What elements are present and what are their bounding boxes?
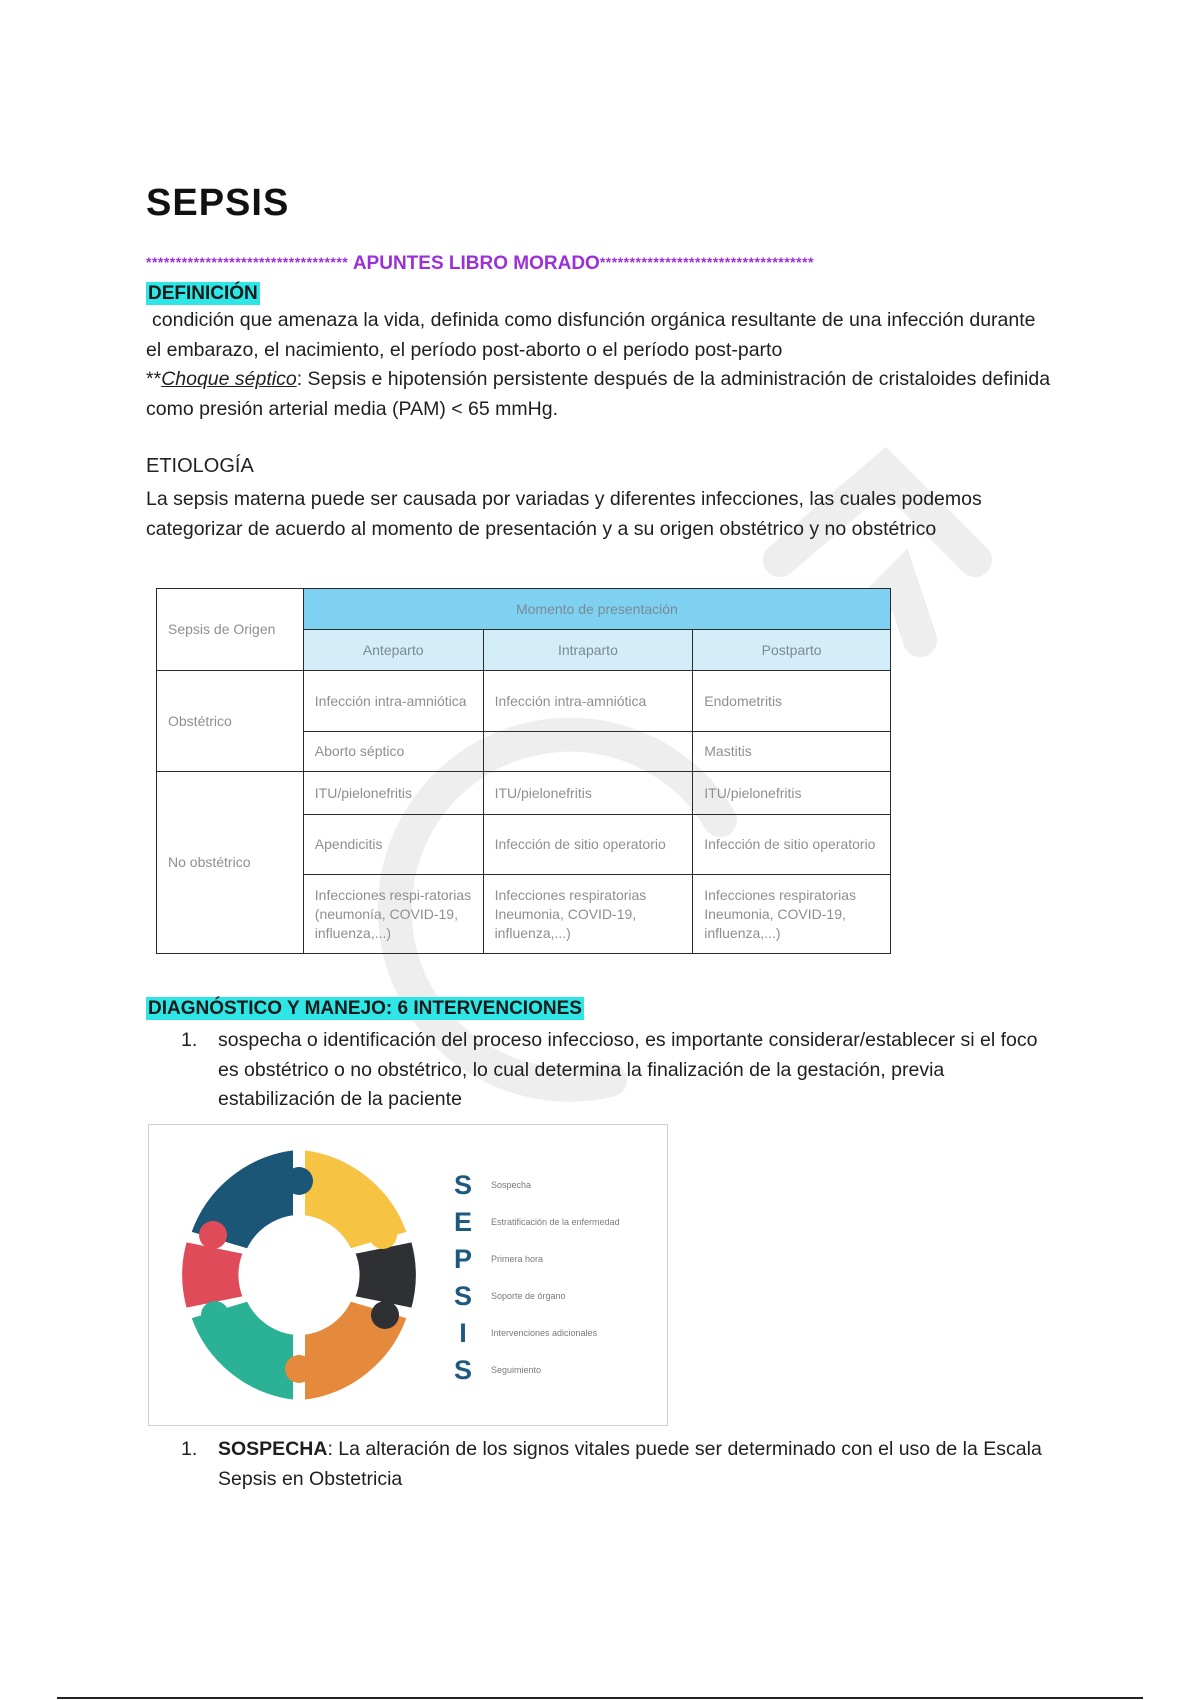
sospecha-text: : La alteración de los signos vitales puede ser determinado con el uso de la Escala Sepsis en Obstetricia	[218, 1438, 1042, 1490]
table-cell: ITU/pielonefritis	[693, 772, 891, 815]
etiologia-text: La sepsis materna puede ser causada por variadas y diferentes infecciones, las cuales podemos categorizar de acuerdo al momento de presentación y a su origen obstétrico y no obstétrico	[146, 488, 982, 540]
acronym-letter: S	[453, 1280, 472, 1311]
etiologia-table	[156, 588, 891, 954]
table-header-origin: Sepsis de Origen	[157, 589, 304, 671]
diagnostico-heading-wrap	[146, 997, 584, 1022]
page-title: SEPSIS	[146, 182, 290, 224]
apuntes-stars-right: ************************************	[599, 254, 814, 270]
table-row	[157, 772, 891, 815]
puzzle-piece-red	[180, 1240, 245, 1310]
choque-term: Choque séptico	[161, 368, 297, 390]
table-col-intraparto: Intraparto	[483, 630, 693, 671]
apuntes-banner	[146, 250, 1046, 276]
acronym-row-s1	[449, 1167, 531, 1203]
list-number: 1.	[181, 1029, 198, 1051]
table-row-no-obstetrico: No obstétrico	[157, 772, 304, 954]
acronym-text: Intervenciones adicionales	[491, 1328, 598, 1338]
acronym-letter: S	[453, 1169, 472, 1200]
definicion-paragraph	[146, 306, 1051, 424]
list-item	[181, 1026, 1061, 1115]
definicion-heading-wrap	[146, 282, 260, 307]
table-cell: Mastitis	[693, 732, 891, 772]
acronym-row-i	[449, 1315, 597, 1351]
acronym-letter: P	[453, 1243, 472, 1274]
puzzle-tab-teal	[201, 1301, 229, 1329]
sepsis-acronym-figure	[148, 1124, 668, 1426]
choque-text: : Sepsis e hipotensión persistente después de la administración de cristaloides definida como presión arterial media (PAM) < 65 mmHg.	[146, 368, 1051, 420]
puzzle-tab-yellow	[369, 1221, 397, 1249]
table-cell: Infecciones respiratorias Ineumonia, COVID-19, influenza,...)	[483, 875, 693, 954]
table-row-obstetrico: Obstétrico	[157, 671, 304, 772]
apuntes-stars-left: **********************************	[146, 254, 349, 270]
acronym-text: Sospecha	[491, 1180, 532, 1190]
footer-rule	[57, 1697, 1143, 1699]
acronym-row-s2	[449, 1278, 566, 1314]
acronym-text: Soporte de órgano	[491, 1291, 566, 1301]
table-cell: Infección de sitio operatorio	[693, 815, 891, 875]
puzzle-tab-blue	[285, 1167, 313, 1195]
table-cell: Apendicitis	[303, 815, 483, 875]
acronym-letter: E	[453, 1206, 472, 1237]
acronym-row-e	[449, 1204, 620, 1240]
puzzle-piece-dark	[353, 1240, 418, 1310]
table-cell: Endometritis	[693, 671, 891, 732]
list-item-text: sospecha o identificación del proceso infeccioso, es importante considerar/establecer si el foco es obstétrico o no obstétrico, lo cual determina la finalización de la gestación, previa estabilización de la paciente	[218, 1029, 1038, 1110]
apuntes-text: APUNTES LIBRO MORADO	[348, 253, 600, 274]
table-cell: Infecciones respi-ratorias (neumonía, COVID-19, influenza,...)	[303, 875, 483, 954]
table-cell: Infección intra-amniótica	[483, 671, 693, 732]
puzzle-tab-dark	[371, 1301, 399, 1329]
table-cell: Infecciones respiratorias Ineumonia, COVID-19, influenza,...)	[693, 875, 891, 954]
etiologia-heading: ETIOLOGÍA	[146, 455, 254, 477]
puzzle-tab-orange	[285, 1355, 313, 1383]
table-header-moment: Momento de presentación	[303, 589, 890, 630]
list-item-text	[218, 1435, 1061, 1494]
table-cell: ITU/pielonefritis	[303, 772, 483, 815]
table-cell	[483, 732, 693, 772]
table-row	[157, 671, 891, 732]
table-cell: Aborto séptico	[303, 732, 483, 772]
table-cell: ITU/pielonefritis	[483, 772, 693, 815]
definicion-text: condición que amenaza la vida, definida como disfunción orgánica resultante de una infección durante el embarazo, el nacimiento, el período post-aborto o el período post-parto	[146, 309, 1036, 361]
puzzle-ring-icon	[149, 1125, 449, 1425]
acronym-row-p	[449, 1241, 543, 1277]
definicion-heading: DEFINICIÓN	[148, 283, 258, 304]
acronym-text: Estratificación de la enfermedad	[491, 1217, 620, 1227]
table-col-anteparto: Anteparto	[303, 630, 483, 671]
list-number: 1.	[181, 1438, 198, 1460]
acronym-text: Seguimiento	[491, 1365, 542, 1375]
list-item-sospecha	[181, 1435, 1061, 1494]
acronym-letter: S	[453, 1354, 472, 1385]
acronym-letter: I	[459, 1317, 467, 1348]
diagnostico-heading: DIAGNÓSTICO Y MANEJO: 6 INTERVENCIONES	[148, 998, 582, 1019]
sospecha-label: SOSPECHA	[218, 1438, 328, 1460]
table-cell: Infección de sitio operatorio	[483, 815, 693, 875]
table-cell: Infección intra-amniótica	[303, 671, 483, 732]
acronym-text: Primera hora	[491, 1254, 544, 1264]
choque-prefix: **	[146, 368, 162, 390]
acronym-row-s3	[449, 1352, 541, 1388]
table-col-postparto: Postparto	[693, 630, 891, 671]
puzzle-tab-red	[199, 1221, 227, 1249]
